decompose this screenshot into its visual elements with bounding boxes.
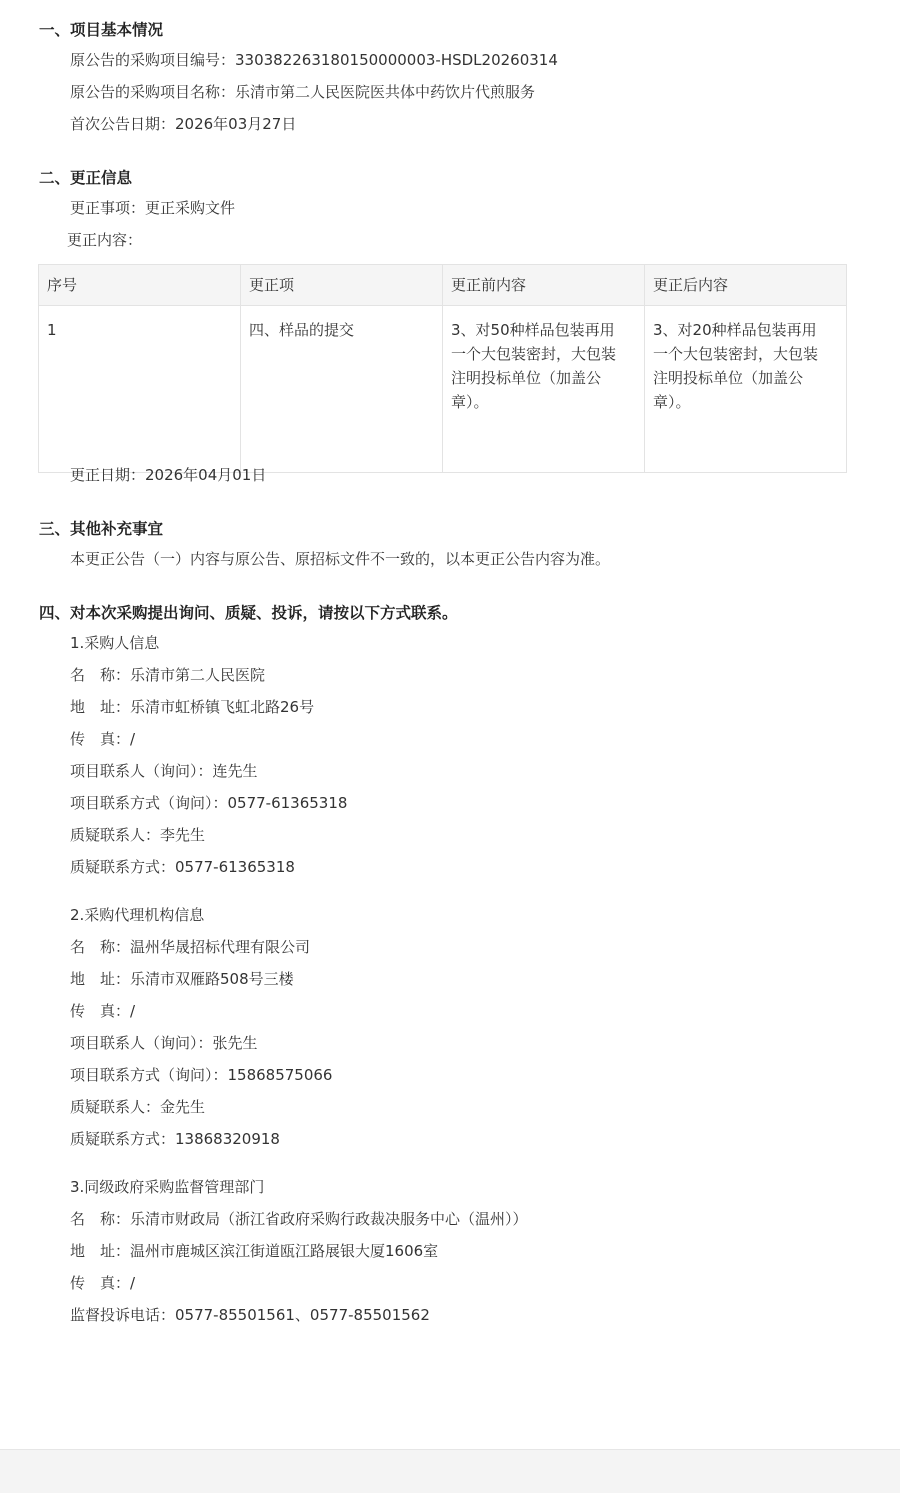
- content-before-text: 3、对50种样品包装再用一个大包装密封，大包装注明投标单位（加盖公章）。: [451, 321, 617, 411]
- agency-question-phone: 质疑联系方式：13868320918: [70, 1130, 280, 1148]
- cell-correction-item: 四、样品的提交: [241, 306, 443, 473]
- table-header-row: [39, 265, 847, 306]
- purchaser-phone: 项目联系方式（询问）：0577-61365318: [70, 794, 348, 812]
- cell-content-after: [645, 306, 847, 473]
- header-serial-no: 序号: [39, 265, 241, 306]
- correction-content-label: 更正内容：: [67, 231, 143, 249]
- section-4-title: 四、对本次采购提出询问、质疑、投诉，请按以下方式联系。: [39, 604, 458, 622]
- content-after-text: 3、对20种样品包装再用一个大包装密封，大包装注明投标单位（加盖公章）。: [653, 321, 819, 411]
- first-announcement-date: 首次公告日期：2026年03月27日: [70, 115, 297, 133]
- agency-address: 地 址：乐清市双雁路508号三楼: [70, 970, 294, 988]
- header-content-after: 更正后内容: [645, 265, 847, 306]
- supervisor-complaint-phone: 监督投诉电话：0577-85501561、0577-85501562: [70, 1306, 430, 1324]
- cell-serial-no: 1: [39, 306, 241, 473]
- purchaser-question-contact: 质疑联系人：李先生: [70, 826, 206, 844]
- correction-table: [38, 264, 847, 473]
- purchaser-contact: 项目联系人（询问）：连先生: [70, 762, 258, 780]
- purchaser-question-phone: 质疑联系方式：0577-61365318: [70, 858, 295, 876]
- page-footer-bar: [0, 1449, 900, 1493]
- purchaser-name: 名 称：乐清市第二人民医院: [70, 666, 266, 684]
- agency-fax: 传 真：/: [70, 1002, 136, 1020]
- supervisor-address: 地 址：温州市鹿城区滨江街道瓯江路展银大厦1606室: [70, 1242, 439, 1260]
- purchaser-address: 地 址：乐清市虹桥镇飞虹北路26号: [70, 698, 315, 716]
- cell-content-before: [443, 306, 645, 473]
- header-content-before: 更正前内容: [443, 265, 645, 306]
- agency-phone: 项目联系方式（询问）：15868575066: [70, 1066, 333, 1084]
- supervisor-fax: 传 真：/: [70, 1274, 136, 1292]
- supervisor-name: 名 称：乐清市财政局（浙江省政府采购行政裁决服务中心（温州））: [70, 1210, 528, 1228]
- agency-contact: 项目联系人（询问）：张先生: [70, 1034, 258, 1052]
- correction-item: 更正事项：更正采购文件: [70, 199, 236, 217]
- section-2-title: 二、更正信息: [39, 169, 133, 187]
- original-project-number: 原公告的采购项目编号：330382263180150000003-HSDL20260314: [70, 51, 558, 69]
- section-3-title: 三、其他补充事宜: [39, 520, 164, 538]
- agency-name: 名 称：温州华晟招标代理有限公司: [70, 938, 311, 956]
- agency-heading: 2.采购代理机构信息: [70, 906, 205, 924]
- original-project-name: 原公告的采购项目名称：乐清市第二人民医院医共体中药饮片代煎服务: [70, 83, 536, 101]
- supplementary-text: 本更正公告（一）内容与原公告、原招标文件不一致的，以本更正公告内容为准。: [70, 550, 611, 568]
- table-row: [39, 306, 847, 473]
- agency-question-contact: 质疑联系人：金先生: [70, 1098, 206, 1116]
- section-1-title: 一、项目基本情况: [39, 21, 164, 39]
- header-correction-item: 更正项: [241, 265, 443, 306]
- correction-date: 更正日期：2026年04月01日: [70, 466, 267, 484]
- purchaser-heading: 1.采购人信息: [70, 634, 160, 652]
- purchaser-fax: 传 真：/: [70, 730, 136, 748]
- supervisor-heading: 3.同级政府采购监督管理部门: [70, 1178, 265, 1196]
